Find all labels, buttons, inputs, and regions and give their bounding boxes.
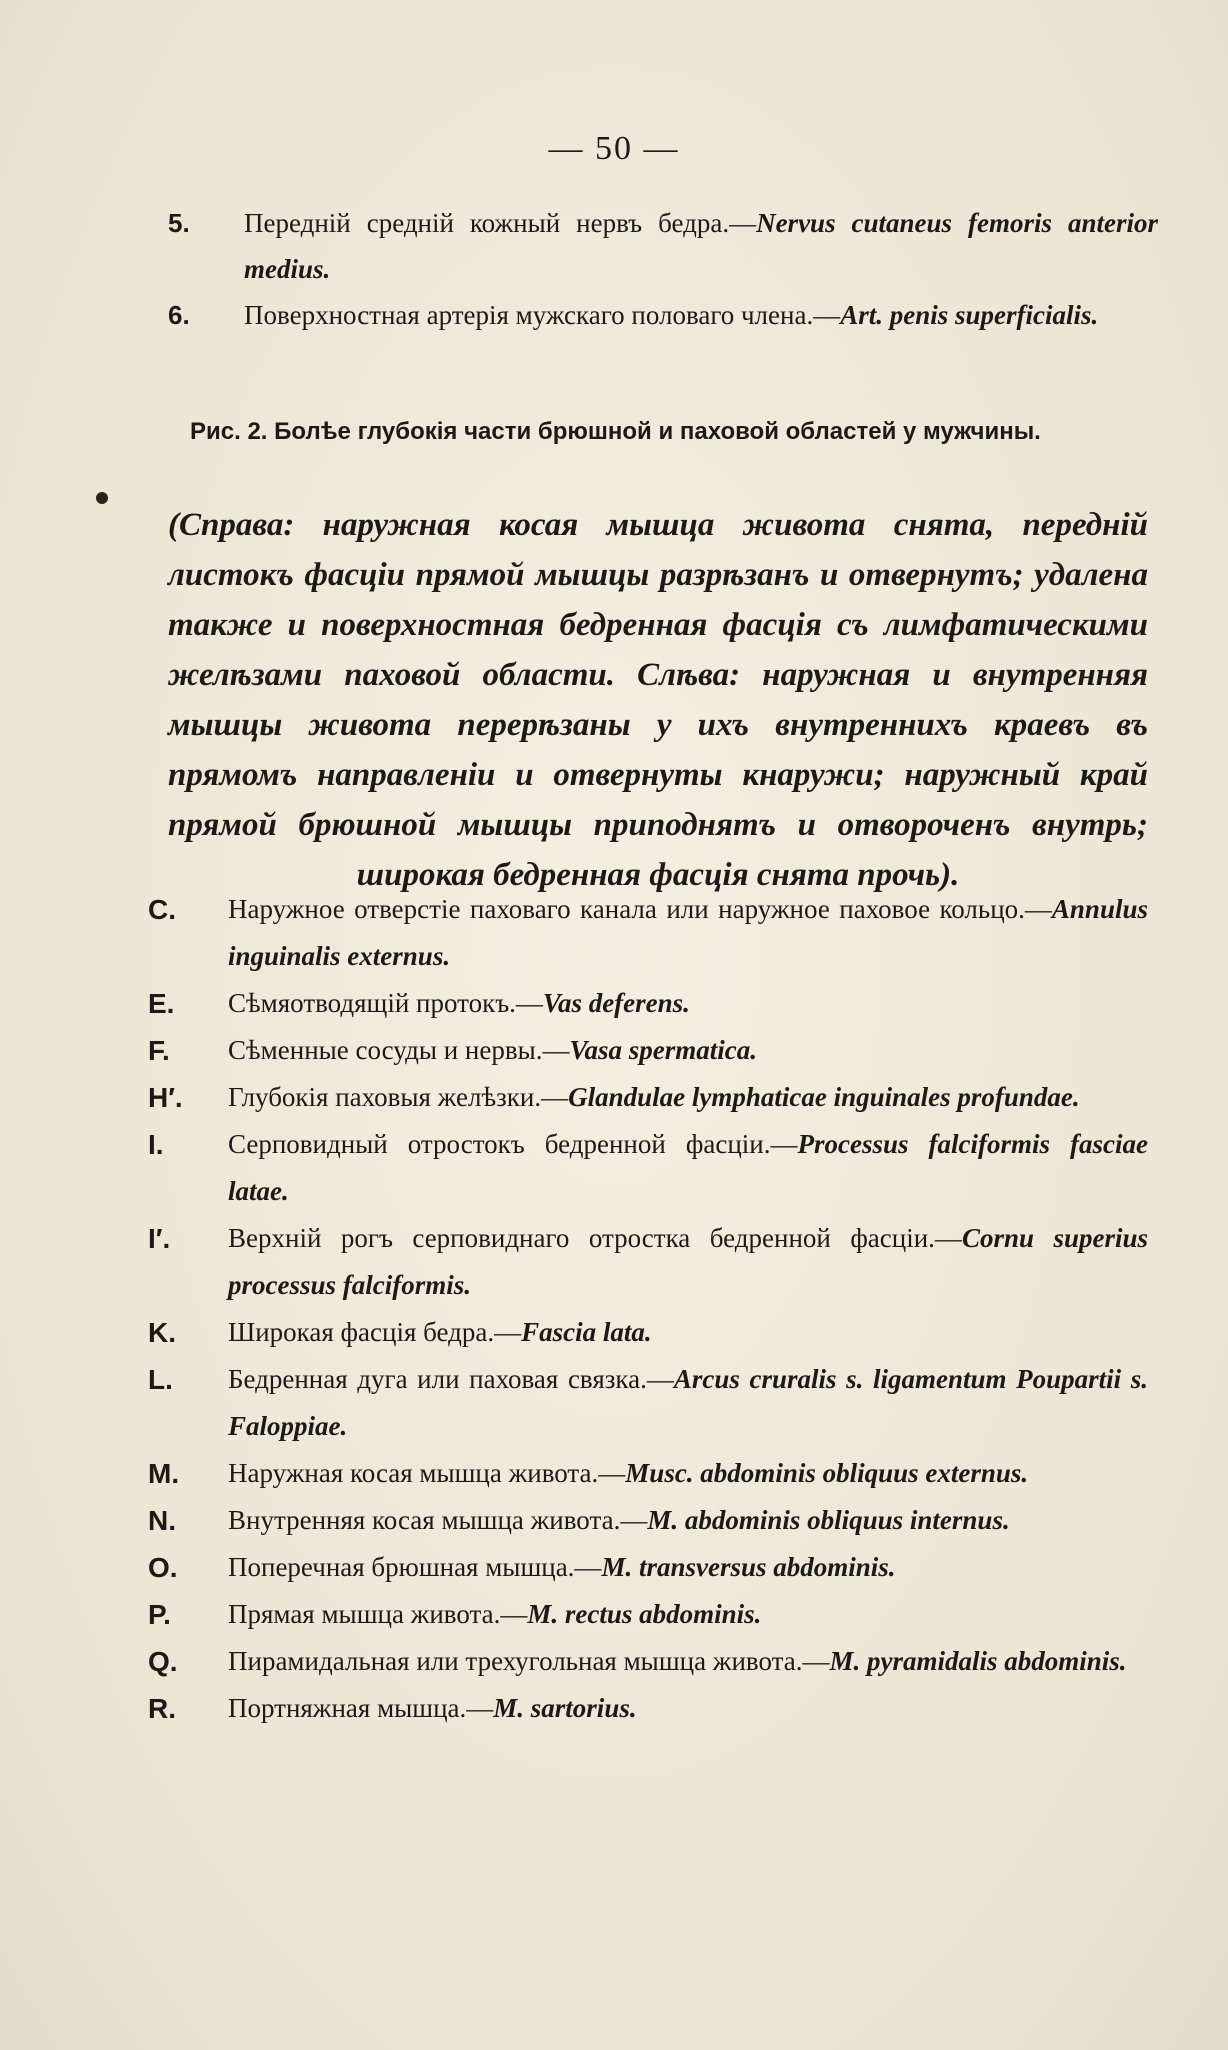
list-item xyxy=(148,1544,1148,1591)
entry-label: N. xyxy=(148,1505,176,1536)
latin-term: M. rectus abdominis. xyxy=(527,1599,762,1629)
list-item xyxy=(148,1074,1148,1121)
entry-label: P. xyxy=(148,1599,171,1630)
latin-term: Fascia lata. xyxy=(521,1317,652,1347)
entry-label: C. xyxy=(148,894,176,925)
entry-label: F. xyxy=(148,1035,170,1066)
entry-label: K. xyxy=(148,1317,176,1348)
latin-term: Vas deferens. xyxy=(542,988,690,1018)
entry-label: O. xyxy=(148,1552,178,1583)
list-item xyxy=(168,292,1158,338)
latin-term: M. transversus abdominis. xyxy=(601,1552,896,1582)
entry-text: Поперечная брюшная мышца.—M. transversus abdominis. xyxy=(228,1552,896,1582)
latin-term: Art. penis superficialis. xyxy=(840,300,1099,330)
entry-text: Пирамидальная или трехугольная мышца живота.—M. pyramidalis abdominis. xyxy=(228,1646,1127,1676)
list-item xyxy=(148,1215,1148,1309)
list-item xyxy=(168,200,1158,292)
list-item xyxy=(148,1450,1148,1497)
top-entry-list xyxy=(168,200,1158,338)
list-item xyxy=(148,1027,1148,1074)
entry-label: I. xyxy=(148,1129,164,1160)
entry-label: 5. xyxy=(168,208,190,238)
list-item xyxy=(148,1497,1148,1544)
latin-term: Glandulae lymphaticae inguinales profundae. xyxy=(568,1082,1080,1112)
entry-label: 6. xyxy=(168,300,190,330)
list-item xyxy=(148,1356,1148,1450)
latin-term: Arcus cruralis s. ligamentum Poupartii s. Faloppiae. xyxy=(228,1364,1148,1441)
entry-label: E. xyxy=(148,988,175,1019)
entry-text: Наружная косая мышца живота.—Musc. abdominis obliquus externus. xyxy=(228,1458,1029,1488)
list-item xyxy=(148,1309,1148,1356)
list-item xyxy=(148,886,1148,980)
latin-term: Nervus cutaneus femoris anterior medius. xyxy=(244,208,1158,284)
latin-term: Annulus inguinalis externus. xyxy=(228,894,1148,971)
entry-text: Верхній рогъ серповиднаго отростка бедренной фасціи.—Cornu superius processus falciformis. xyxy=(228,1223,1148,1300)
entry-text: Внутренняя косая мышца живота.—M. abdominis obliquus internus. xyxy=(228,1505,1010,1535)
entry-text: Серповидный отростокъ бедренной фасціи.—Processus falciformis fasciae latae. xyxy=(228,1129,1149,1206)
list-item xyxy=(148,1685,1148,1732)
entry-text: Наружное отверстіе паховаго канала или наружное паховое кольцо.—Annulus inguinalis externus. xyxy=(228,894,1148,971)
figure-caption: Рис. 2. Болѣе глубокія части брюшной и паховой областей у мужчины. xyxy=(190,418,1041,445)
entry-text: Прямая мышца живота.—M. rectus abdominis. xyxy=(228,1599,762,1629)
list-item xyxy=(148,980,1148,1027)
entry-text: Передній средній кожный нервъ бедра.—Nervus cutaneus femoris anterior medius. xyxy=(244,208,1158,284)
entry-label: I′. xyxy=(148,1223,171,1254)
entry-text: Широкая фасція бедра.—Fascia lata. xyxy=(228,1317,652,1347)
page-number: — 50 — xyxy=(548,130,680,167)
figure-description: (Справа: наружная косая мышца живота снята, передній листокъ фасціи прямой мышцы разрѣзанъ и отвернутъ; удалена также и поверхностная бедренная фасція съ лимфатическими желѣзами паховой области. Слѣва: наружная и внутренняя мышцы живота перерѣзаны у ихъ внутреннихъ краевъ въ прямомъ направленіи и отвернуты кнаружи; наружный край прямой брюшной мышцы приподнятъ и отвороченъ внутрь; широкая бедренная фасція снята прочь). xyxy=(168,507,1148,893)
entry-label: M. xyxy=(148,1458,180,1489)
latin-term: Vasa spermatica. xyxy=(569,1035,758,1065)
entry-label: Q. xyxy=(148,1646,178,1677)
entry-text: Бедренная дуга или паховая связка.—Arcus cruralis s. ligamentum Poupartii s. Faloppiae. xyxy=(228,1364,1148,1441)
latin-term: M. abdominis obliquus internus. xyxy=(647,1505,1010,1535)
entry-text: Поверхностная артерія мужскаго половаго члена.—Art. penis superficialis. xyxy=(244,300,1099,330)
entry-label: R. xyxy=(148,1693,176,1724)
latin-term: Cornu superius processus falciformis. xyxy=(228,1223,1148,1300)
latin-term: M. pyramidalis abdominis. xyxy=(829,1646,1127,1676)
latin-term: Musc. abdominis obliquus externus. xyxy=(625,1458,1029,1488)
entry-label: L. xyxy=(148,1364,173,1395)
latin-term: Processus falciformis fasciae latae. xyxy=(228,1129,1149,1206)
list-item xyxy=(148,1121,1148,1215)
list-item xyxy=(148,1638,1148,1685)
entry-label: H′. xyxy=(148,1082,183,1113)
latin-term: M. sartorius. xyxy=(493,1693,637,1723)
entry-text: Сѣменные сосуды и нервы.—Vasa spermatica. xyxy=(228,1035,758,1065)
entry-text: Портняжная мышца.—M. sartorius. xyxy=(228,1693,637,1723)
ink-blot xyxy=(96,492,108,504)
entry-text: Глубокія паховыя желѣзки.—Glandulae lymphaticae inguinales profundae. xyxy=(228,1082,1080,1112)
list-item xyxy=(148,1591,1148,1638)
legend-entry-list xyxy=(148,886,1148,1732)
entry-text: Сѣмяотводящій протокъ.—Vas deferens. xyxy=(228,988,690,1018)
